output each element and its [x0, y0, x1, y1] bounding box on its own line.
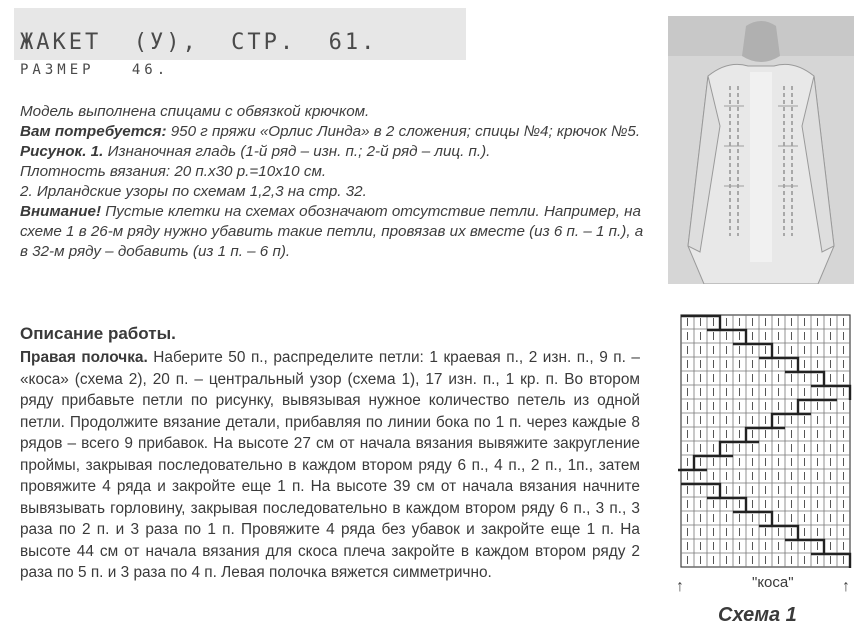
materials-text: 950 г пряжи «Орлис Линда» в 2 сложения; спицы №4; крючок №5.	[166, 123, 641, 140]
pattern2-line: 2. Ирландские узоры по схемам 1,2,3 на стр. 32.	[20, 183, 367, 200]
attention-paragraph	[20, 202, 648, 262]
density-line: Плотность вязания: 20 п.х30 р.=10х10 см.	[20, 163, 327, 180]
schema-1-grid	[678, 313, 854, 575]
pattern-paragraph	[20, 142, 648, 162]
page-title: ЖАКЕТ (У), СТР. 61.	[20, 30, 378, 55]
knitting-chart	[678, 313, 854, 575]
model-photo	[668, 16, 854, 284]
section-title: Описание работы.	[20, 324, 176, 343]
part-label: Правая полочка.	[20, 349, 148, 366]
materials-paragraph	[20, 122, 648, 142]
schema-caption: Схема 1	[718, 604, 797, 626]
pattern-text: Изнаночная гладь (1-й ряд – изн. п.; 2-й ряд – лиц. п.).	[103, 143, 491, 160]
attention-text: Пустые клетки на схемах обозначают отсутствие петли. Например, на схеме 1 в 26-м ряду нужно убавить такие петли, провязав их вместе (из 6 п. – 1 п.), а в 32-м ряду – добавить (из 1 п. – 6 п).	[20, 203, 644, 260]
materials-label: Вам потребуется:	[20, 123, 167, 140]
kosa-label: "коса"	[752, 574, 794, 591]
intro-block	[20, 102, 648, 262]
part-text: Наберите 50 п., распределите петли: 1 краевая п., 2 изн. п., 9 п. – «коса» (схема 2), 20 п. – центральный узор (схема 1), 17 изн. п., 1 кр. п. Во втором ряду прибавьте петли по рисунку, вывязывая нужное количество петель из одной петли. Продолжите вязание детали, прибавляя по линии бока по 1 п. через каждые 8 рядов – всего 9 прибавок. На высоте 27 см от начала вязания вывяжите закругление проймы, закрывая последовательно в каждом втором ряду 6 п., 4 п., 2 п., 1п., затем провяжите 4 ряда и закройте еще 1 п. На высоте 39 см от начала вязания начните вывязывать горловину, закрывая последовательно в каждом втором ряду 6 п., 3 п., 3 раза по 2 п. и 3 раза по 1 п. Провяжите 4 ряда без убавок и закройте еще 1 п. На высоте 44 см от начала вязания для скоса плеча закройте в каждом втором ряду 2 раза по 5 п. и 3 раза по 4 п. Левая полочка вяжется симметрично.	[20, 349, 640, 581]
pattern-label: Рисунок. 1.	[20, 143, 104, 160]
arrow-up-right-icon: ↑	[842, 578, 850, 595]
arrow-up-left-icon: ↑	[676, 578, 684, 595]
intro-line: Модель выполнена спицами с обвязкой крючком.	[20, 103, 370, 120]
size-subtitle: РАЗМЕР 46.	[20, 62, 170, 78]
attention-label: Внимание!	[20, 203, 102, 220]
work-description	[20, 347, 640, 584]
